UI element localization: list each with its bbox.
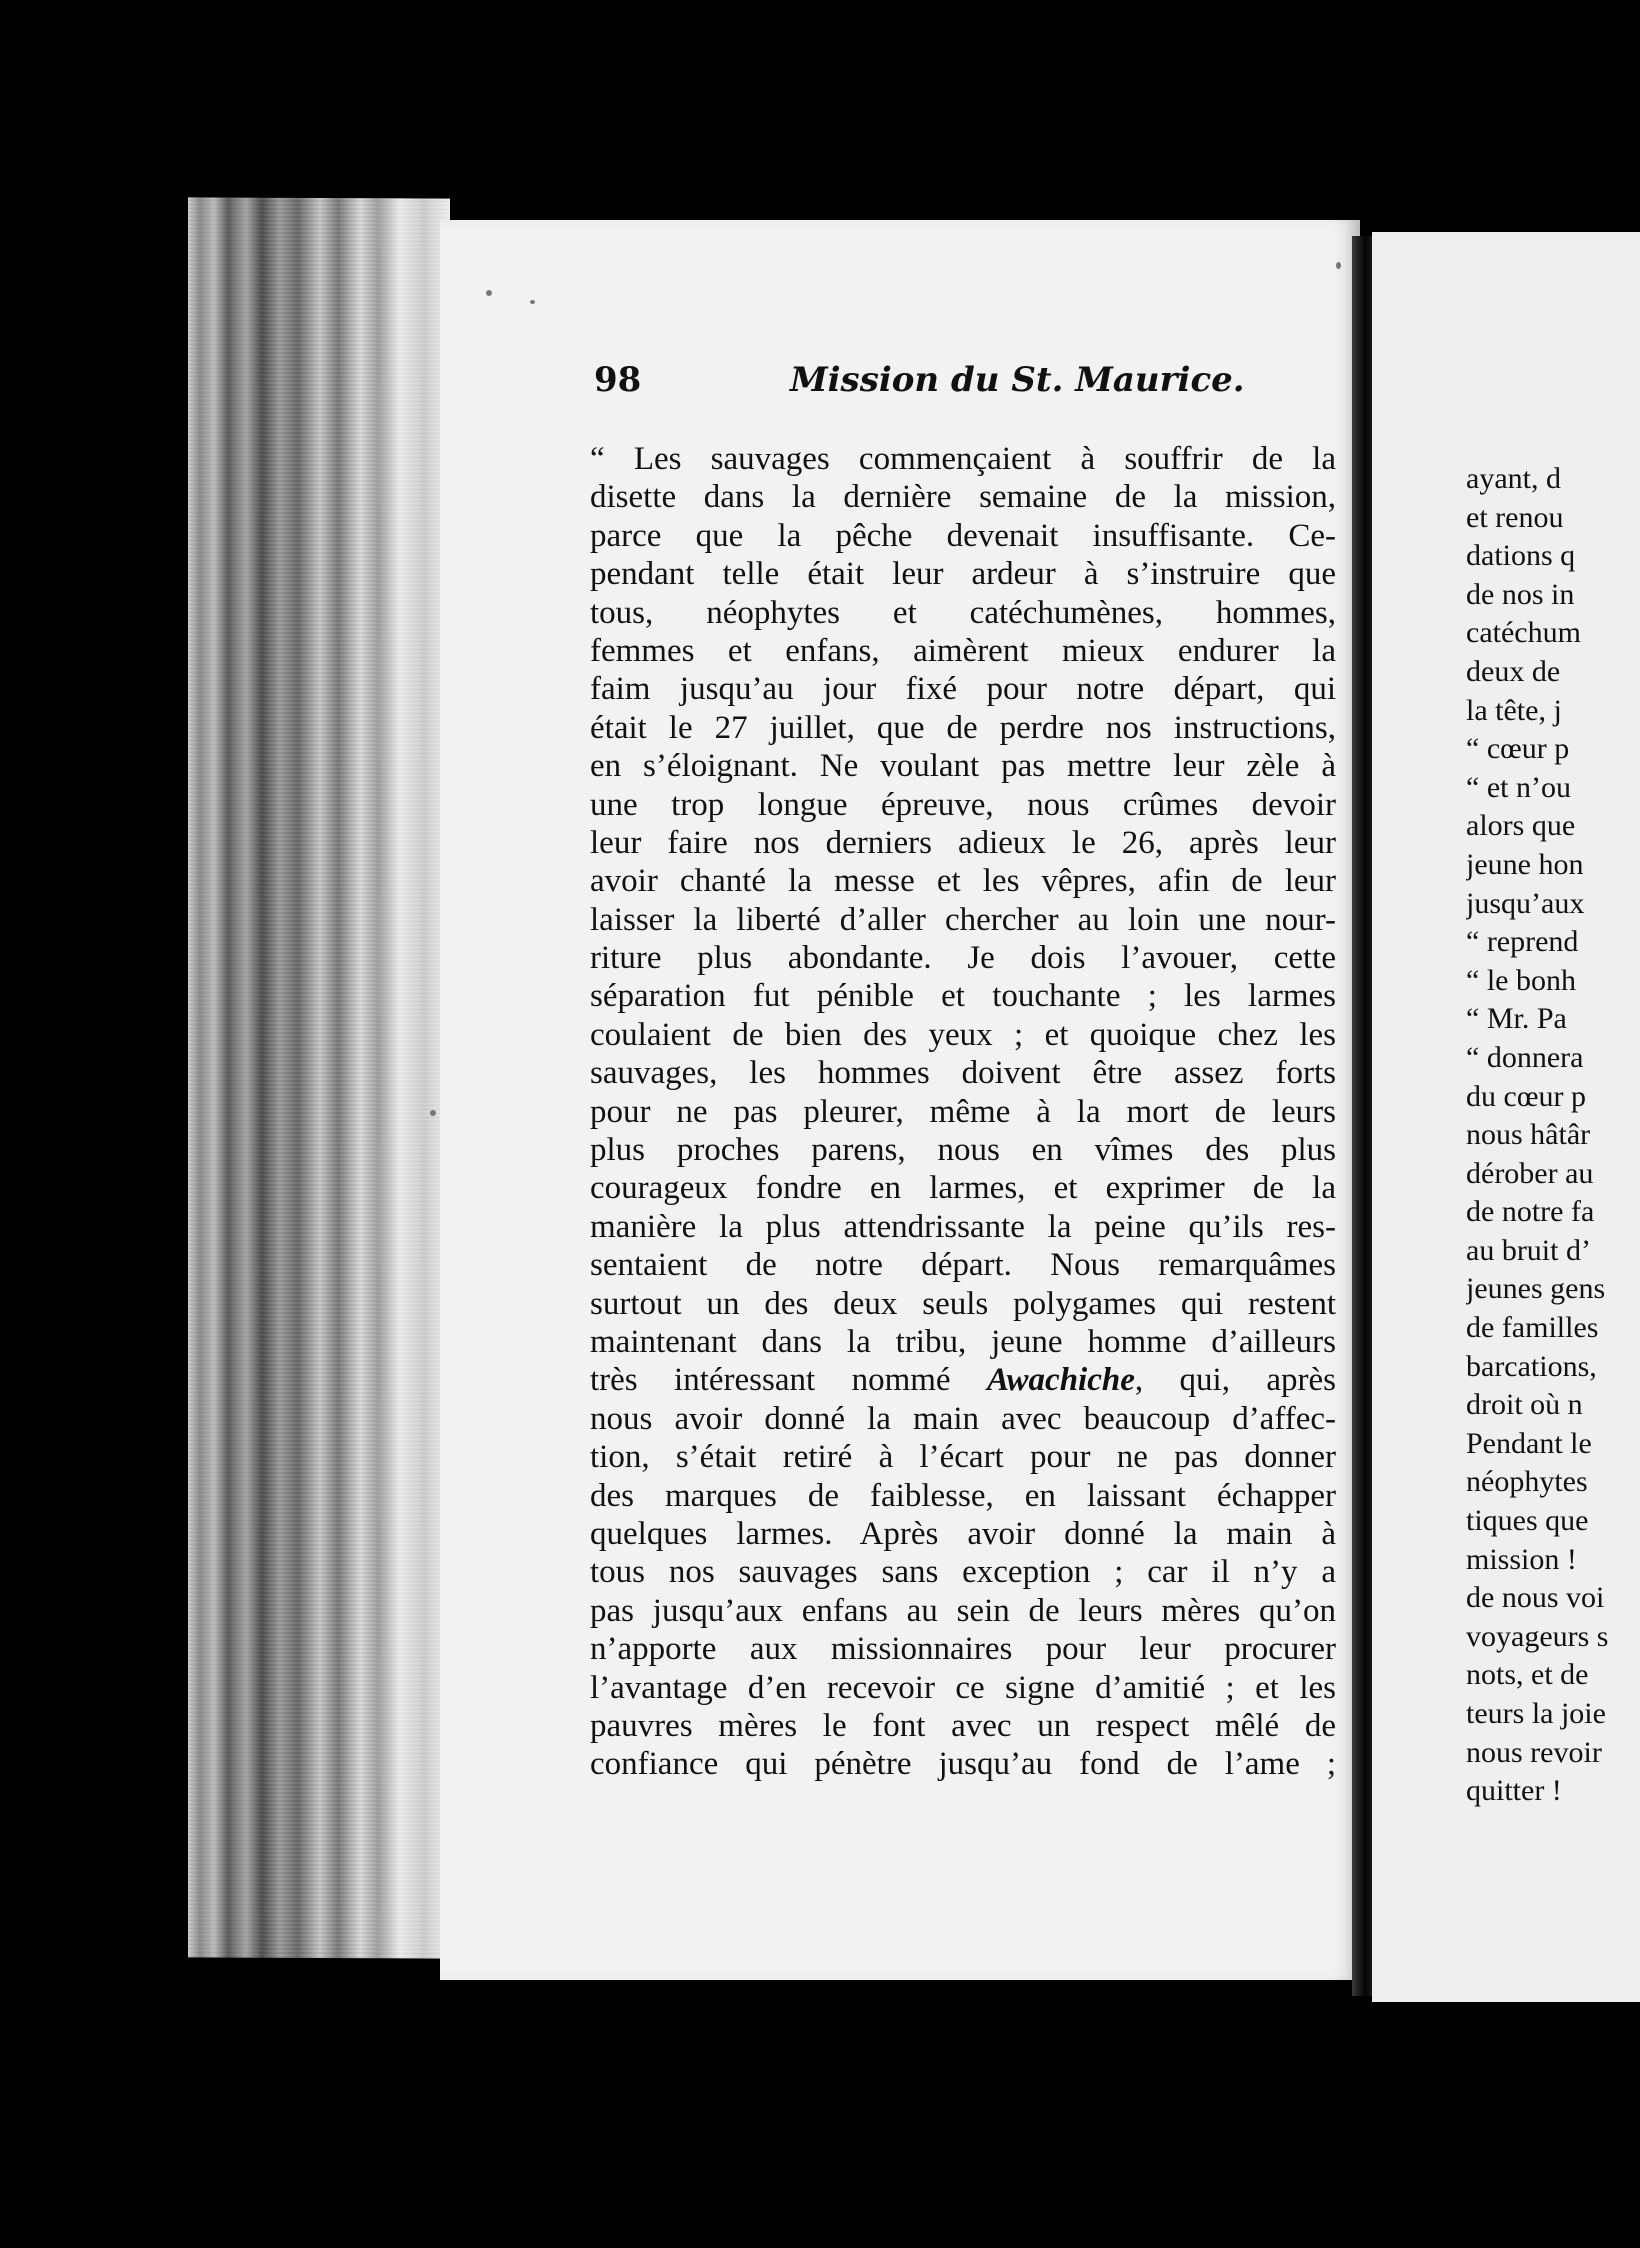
book-gutter: [1352, 236, 1374, 1996]
text-line: avoir chanté la messe et les vêpres, afin de leur: [590, 863, 1336, 900]
text-line: une trop longue épreuve, nous crûmes devoir: [590, 786, 1336, 823]
right-page-text: [1466, 460, 1640, 1811]
text-line: coulaient de bien des yeux ; et quoique chez les: [590, 1016, 1336, 1053]
text-line: surtout un des deux seuls polygames qui restent: [590, 1285, 1336, 1322]
text-line: riture plus abondante. Je dois l’avouer, cette: [590, 940, 1336, 977]
text-line: en s’éloignant. Ne voulant pas mettre leur zèle à: [590, 748, 1336, 785]
proper-name: Awachiche: [986, 1362, 1135, 1399]
right-page-line: et renou: [1466, 500, 1564, 534]
right-page-line: tiques que: [1466, 1504, 1589, 1538]
book-fore-edge: [188, 197, 450, 1958]
text-line: laisser la liberté d’aller chercher au loin une nour-: [590, 901, 1336, 938]
paper-speck: [1336, 262, 1341, 269]
text-line: parce que la pêche devenait insuffisante. Ce-: [590, 517, 1336, 554]
right-page-line: mission !: [1466, 1542, 1577, 1576]
right-page-line: au bruit d’: [1466, 1233, 1591, 1267]
text-line: plus proches parens, nous en vîmes des plus: [590, 1132, 1336, 1169]
text-line: n’apporte aux missionnaires pour leur procurer: [590, 1631, 1336, 1668]
right-page-line: nous hâtâr: [1466, 1118, 1591, 1152]
right-page-line: dations q: [1466, 539, 1576, 573]
right-page-line: la tête, j: [1466, 693, 1562, 727]
right-page-line: “ reprend: [1466, 925, 1579, 959]
text-line: courageux fondre en larmes, et exprimer de la: [590, 1170, 1336, 1207]
right-page-line: quitter !: [1466, 1774, 1562, 1808]
right-page-line: nous revoir: [1466, 1735, 1602, 1769]
text-line: faim jusqu’au jour fixé pour notre départ, qui: [590, 671, 1336, 708]
text-line: sentaient de notre départ. Nous remarquâmes: [590, 1247, 1336, 1284]
right-page-line: jeunes gens: [1466, 1272, 1606, 1306]
right-page-line: “ donnera: [1466, 1040, 1584, 1074]
right-page-line: voyageurs s: [1466, 1619, 1609, 1653]
right-page-line: jeune hon: [1466, 847, 1584, 881]
text-line: nous avoir donné la main avec beaucoup d’affec-: [590, 1400, 1336, 1437]
right-page-line: “ le bonh: [1466, 963, 1576, 997]
text-line: disette dans la dernière semaine de la mission,: [590, 479, 1336, 516]
text-line: très intéressant nommé Awachiche, qui, après: [590, 1362, 1336, 1399]
right-page-line: de nos in: [1466, 577, 1575, 611]
text-line: maintenant dans la tribu, jeune homme d’ailleurs: [590, 1323, 1336, 1360]
paper-speck: [530, 300, 535, 304]
text-line: tion, s’était retiré à l’écart pour ne pas donner: [590, 1439, 1336, 1476]
right-page-line: deux de: [1466, 654, 1561, 688]
text-line: était le 27 juillet, que de perdre nos instructions,: [590, 709, 1336, 746]
text-line: pas jusqu’aux enfans au sein de leurs mères qu’on: [590, 1592, 1336, 1629]
text-line: des marques de faiblesse, en laissant échapper: [590, 1477, 1336, 1514]
text-line: l’avantage d’en recevoir ce signe d’amitié ; et les: [590, 1669, 1336, 1706]
right-page-line: jusqu’aux: [1466, 886, 1585, 920]
text-line: femmes et enfans, aimèrent mieux endurer la: [590, 632, 1336, 669]
running-head: [594, 360, 1340, 410]
paper-speck: [486, 290, 492, 296]
right-page-line: “ cœur p: [1466, 732, 1570, 766]
right-page-line: néophytes: [1466, 1465, 1588, 1499]
text-line: sauvages, les hommes doivent être assez forts: [590, 1055, 1336, 1092]
right-page-line: barcations,: [1466, 1349, 1597, 1383]
right-page-line: “ et n’ou: [1466, 770, 1571, 804]
right-page-line: “ Mr. Pa: [1466, 1002, 1567, 1036]
text-line: tous, néophytes et catéchumènes, hommes,: [590, 594, 1336, 631]
text-line: pendant telle était leur ardeur à s’instruire que: [590, 556, 1336, 593]
right-page-line: de nous voi: [1466, 1581, 1605, 1615]
page-body-text: [590, 440, 1336, 1784]
running-title: Mission du St. Maurice.: [790, 360, 1245, 400]
right-page-line: alors que: [1466, 809, 1576, 843]
page-number: 98: [594, 360, 642, 400]
text-line: séparation fut pénible et touchante ; les larmes: [590, 978, 1336, 1015]
text-line: manière la plus attendrissante la peine qu’ils res-: [590, 1208, 1336, 1245]
text-line: pour ne pas pleurer, même à la mort de leurs: [590, 1093, 1336, 1130]
right-page-line: ayant, d: [1466, 462, 1561, 495]
text-line: leur faire nos derniers adieux le 26, après leur: [590, 824, 1336, 861]
right-page-line: de notre fa: [1466, 1195, 1595, 1229]
text-line: pauvres mères le font avec un respect mêlé de: [590, 1707, 1336, 1744]
paper-speck: [430, 1110, 436, 1116]
right-page-line: catéchum: [1466, 616, 1581, 650]
right-page-line: teurs la joie: [1466, 1697, 1606, 1730]
right-page-line: dérober au: [1466, 1156, 1594, 1190]
right-page-line: droit où n: [1466, 1388, 1583, 1422]
right-page-line: de familles: [1466, 1311, 1599, 1345]
text-line: tous nos sauvages sans exception ; car il n’y a: [590, 1554, 1336, 1591]
right-page-line: nots, et de: [1466, 1658, 1589, 1692]
right-page-line: Pendant le: [1466, 1426, 1592, 1460]
text-line: quelques larmes. Après avoir donné la main à: [590, 1515, 1336, 1552]
text-line: confiance qui pénètre jusqu’au fond de l’ame ;: [590, 1746, 1336, 1783]
right-page-line: du cœur p: [1466, 1079, 1586, 1113]
text-line: “ Les sauvages commençaient à souffrir de la: [590, 441, 1336, 477]
